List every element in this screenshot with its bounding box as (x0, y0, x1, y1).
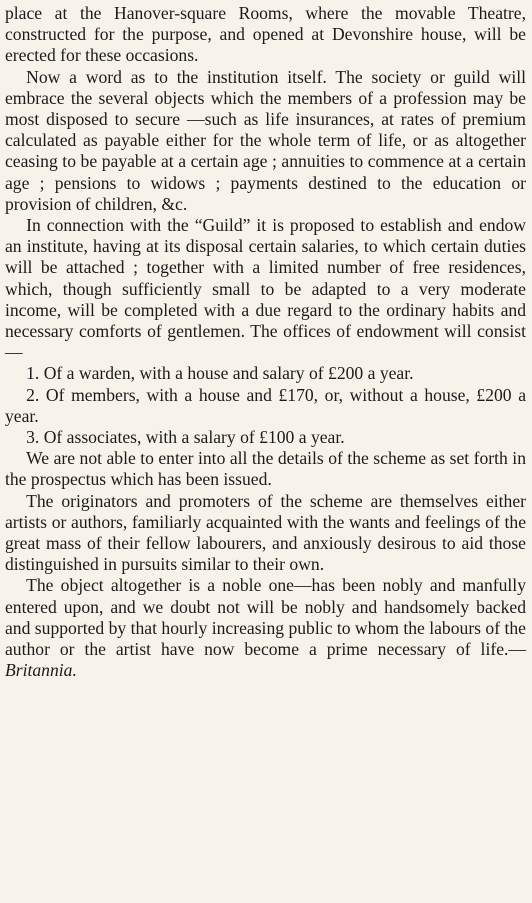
paragraph-noble-object (5, 575, 526, 681)
paragraph-originators: The originators and promoters of the scheme are themselves either artists or authors, familiarly acquainted with the wants and feelings of the great mass of their fellow labourers, and anxiously desirous to aid those distinguished in pursuits similar to their own. (5, 490, 526, 575)
paragraph-prospectus: We are not able to enter into all the details of the scheme as set forth in the prospectus which has been issued. (5, 448, 526, 490)
paragraph-hanover-rooms: place at the Hanover-square Rooms, where the movable Theatre, constructed for the purpose, and opened at Devonshire house, will be erected for these occasions. (5, 3, 526, 66)
paragraph-institution: Now a word as to the institution itself. The society or guild will embrace the several objects which the members of a profession may be most disposed to secure —such as life insurances, at rates of premium calculated as payable either for the whole term of life, or as altogether ceasing to be payable at a certain age ; annuities to commence at a certain age ; pensions to widows ; payments destined to the education or provision of children, &c. (5, 66, 526, 214)
paragraph-guild-institute: In connection with the “Guild” it is proposed to establish and endow an institute, having at its disposal certain salaries, to which certain duties will be attached ; together with a limited number of free residences, which, though sufficiently small to be adapted to a very moderate income, will be completed with a due regard to the ordinary habits and necessary comforts of gentlemen. The offices of endowment will consist— (5, 215, 526, 363)
source-citation: Britannia. (5, 660, 77, 681)
list-item-warden: 1. Of a warden, with a house and salary of £200 a year. (26, 363, 414, 384)
closing-text: The object altogether is a noble one—has been nobly and manfully entered upon, and we doubt not will be nobly and handsomely backed and supported by that hourly increasing public to whom the labours of the author or the artist have now become a prime necessary of life.— (5, 575, 526, 660)
list-item-associates: 3. Of associates, with a salary of £100 a year. (26, 427, 345, 448)
list-item-members: 2. Of members, with a house and £170, or, without a house, £200 a year. (5, 384, 526, 426)
